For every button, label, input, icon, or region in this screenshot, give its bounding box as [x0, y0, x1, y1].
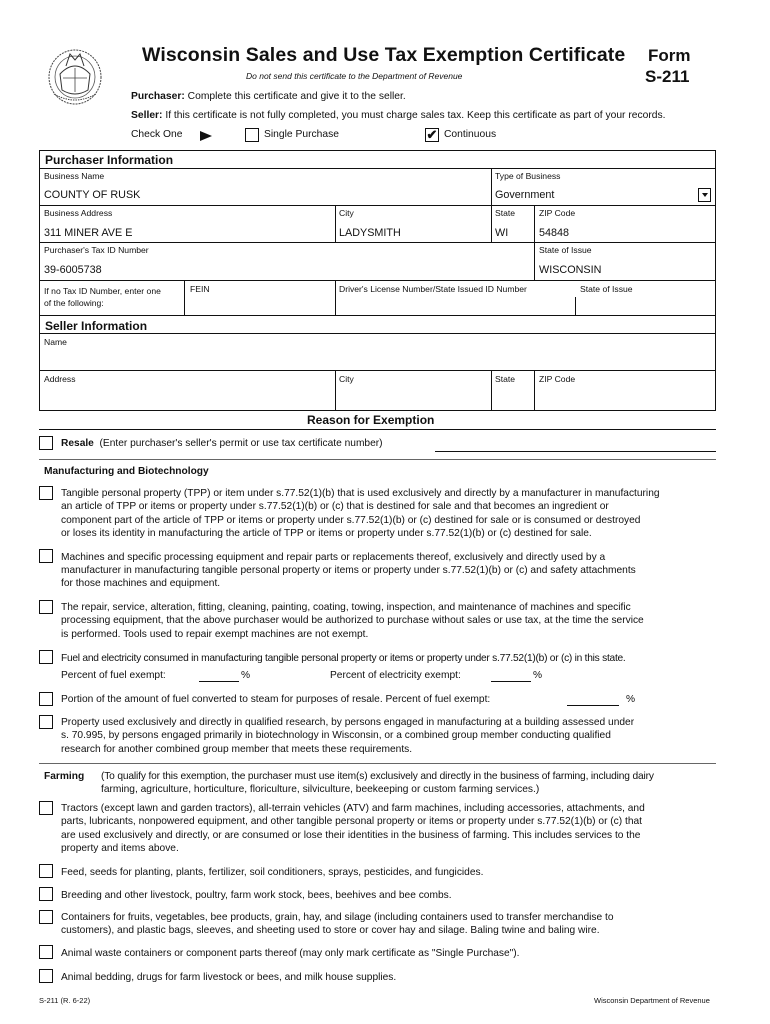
state-of-issue-field[interactable]: WISCONSIN — [539, 264, 602, 276]
animal-waste-checkbox[interactable] — [39, 945, 53, 959]
department-name: Wisconsin Department of Revenue — [594, 996, 710, 1005]
containers-line-2: customers), and plastic bags, sleeves, and sheeting used to store or cover hay and silage. Baling twine and baling wire. — [61, 925, 600, 936]
seller-city-label: City — [339, 374, 354, 384]
mfg-repair-line-2: processing equipment, that the above purchaser would be authorized to purchase without sales or use tax, at the time the service — [61, 615, 644, 626]
tractors-line-2: parts, lubricants, nonpowered equipment, and other tangible personal property or items or property under s.77.52(1)(b) or (c) that — [61, 816, 642, 827]
continuous-checkbox[interactable]: ✔ — [426, 127, 438, 142]
mfg-tpp-line-1: Tangible personal property (TPP) or item under s.77.52(1)(b) that is used exclusively and directly by a manufacturer in manufacturing — [61, 488, 660, 499]
type-of-business-select[interactable]: Government — [495, 189, 555, 201]
breeding-text: Breeding and other livestock, poultry, farm work stock, bees, beehives and bee combs. — [61, 890, 452, 901]
seller-section-title: Seller Information — [45, 319, 148, 333]
city-label: City — [339, 208, 354, 218]
continuous-label: Continuous — [444, 129, 497, 140]
form-label: Form — [648, 46, 691, 65]
single-purchase-checkbox[interactable] — [245, 128, 259, 142]
chevron-down-icon[interactable] — [698, 188, 711, 202]
fein-label: FEIN — [190, 284, 210, 294]
zip-field[interactable]: 54848 — [539, 227, 570, 239]
animal-waste-text: Animal waste containers or component parts thereof (may only mark certificate as "Single Purchase"). — [61, 948, 520, 959]
manufacturing-title: Manufacturing and Biotechnology — [44, 466, 209, 477]
fuel-electricity-text: Fuel and electricity consumed in manufacturing tangible personal property or items or property under s.77.52(1)(b) or (c) in this state. — [61, 653, 626, 664]
business-address-label: Business Address — [44, 208, 113, 218]
mfg-machines-checkbox[interactable] — [39, 549, 53, 563]
resale-text: Resale (Enter purchaser's seller's permit or use tax certificate number) — [61, 438, 383, 449]
mfg-machines-line-2: manufacturer in manufacturing tangible personal property or items or property under s.77.52(1)(b) or (c) and safety attachments — [61, 565, 636, 576]
no-tax-id-label-2: of the following: — [44, 298, 104, 308]
containers-line-1: Containers for fruits, vegetables, bee products, grain, hay, and silage (including containers used to transfer merchandise to — [61, 912, 614, 923]
city-field[interactable]: LADYSMITH — [339, 227, 401, 239]
fuel-electricity-checkbox[interactable] — [39, 650, 53, 664]
feed-text: Feed, seeds for planting, plants, fertilizer, soil conditioners, sprays, pesticides, and fungicides. — [61, 867, 484, 878]
arrow-right-icon — [200, 131, 212, 141]
tractors-line-1: Tractors (except lawn and garden tractors), all-terrain vehicles (ATV) and farm machines, including accessories, attachments, and — [61, 803, 645, 814]
drivers-license-label: Driver's License Number/State Issued ID Number — [339, 284, 527, 294]
purchaser-instruction: Purchaser: Complete this certificate and give it to the seller. — [131, 91, 406, 102]
check-one-label: Check One — [131, 129, 183, 140]
dl-state-of-issue-label: State of Issue — [580, 284, 633, 294]
form-number: S-211 — [645, 67, 690, 86]
form-title: Wisconsin Sales and Use Tax Exemption Certificate — [142, 44, 626, 66]
mfg-tpp-line-2: an article of TPP or items or property under s.77.52(1)(b) or (c) that is destined for sale and that becomes an ingredient or — [61, 501, 609, 512]
zip-label: ZIP Code — [539, 208, 576, 218]
steam-percent-sign: % — [626, 694, 636, 705]
steam-checkbox[interactable] — [39, 692, 53, 706]
seller-state-label: State — [495, 374, 516, 384]
animal-bedding-text: Animal bedding, drugs for farm livestock or bees, and milk house supplies. — [61, 972, 397, 983]
purchaser-section-title: Purchaser Information — [45, 153, 174, 167]
mfg-repair-checkbox[interactable] — [39, 600, 53, 614]
mfg-machines-line-1: Machines and specific processing equipment and repair parts or replacements thereof, exclusively and directly used by a — [61, 552, 606, 563]
mfg-repair-line-3: is performed. Tools used to repair exempt machines are not exempt. — [61, 629, 369, 640]
seller-name-label: Name — [44, 337, 67, 347]
fuel-percent-field[interactable] — [199, 681, 239, 682]
electricity-percent-label: Percent of electricity exempt: — [330, 670, 461, 681]
single-purchase-label: Single Purchase — [264, 129, 339, 140]
tractors-line-4: property and items above. — [61, 843, 179, 854]
mfg-tpp-checkbox[interactable] — [39, 486, 53, 500]
steam-percent-field[interactable] — [567, 705, 619, 706]
research-line-1: Property used exclusively and directly in qualified research, by persons engaged in manufacturing at a building assessed under — [61, 717, 635, 728]
tax-id-label: Purchaser's Tax ID Number — [44, 245, 149, 255]
farming-title: Farming — [44, 771, 85, 782]
state-field[interactable]: WI — [495, 227, 509, 239]
breeding-checkbox[interactable] — [39, 887, 53, 901]
mfg-tpp-line-4: or loses its identity in manufacturing the article of TPP or items or property under s.77.52(1)(b) or (c) destined for sale. — [61, 528, 592, 539]
form-revision: S-211 (R. 6-22) — [39, 996, 91, 1005]
seller-instruction: Seller: If this certificate is not fully completed, you must charge sales tax. Keep this certificate as part of your records. — [131, 110, 666, 121]
state-label: State — [495, 208, 516, 218]
steam-text: Portion of the amount of fuel converted to steam for purposes of resale. Percent of fuel exempt: — [61, 694, 491, 705]
research-line-2: s. 70.995, by persons engaged primarily in biotechnology in Wisconsin, or a combined group member conducting qualified — [61, 730, 611, 741]
mfg-tpp-line-3: component part of the article of TPP or items or property under s.77.52(1)(b) or (c) destined for sale or is consumed or destroyed — [61, 515, 641, 526]
electricity-percent-field[interactable] — [491, 681, 531, 682]
animal-bedding-checkbox[interactable] — [39, 969, 53, 983]
electricity-percent-sign: % — [533, 670, 543, 681]
mfg-machines-line-3: for those machines and equipment. — [61, 578, 221, 589]
reason-title: Reason for Exemption — [307, 413, 435, 427]
business-name-label: Business Name — [44, 171, 105, 181]
seller-zip-label: ZIP Code — [539, 374, 576, 384]
farming-note-1: (To qualify for this exemption, the purchaser must use item(s) exclusively and directly in the business of farming, including dairy — [101, 771, 654, 782]
research-line-3: research for another combined group member that meets these requirements. — [61, 744, 413, 755]
resale-checkbox[interactable] — [39, 436, 53, 450]
fuel-percent-sign: % — [241, 670, 251, 681]
farming-note-2: farming, agriculture, horticulture, floriculture, silviculture, beekeeping or custom farming services.) — [101, 784, 540, 795]
seller-address-label: Address — [44, 374, 76, 384]
tractors-checkbox[interactable] — [39, 801, 53, 815]
tax-id-field[interactable]: 39-6005738 — [44, 264, 102, 276]
business-address-field[interactable]: 311 MINER AVE E — [44, 227, 133, 239]
mfg-repair-line-1: The repair, service, alteration, fitting, cleaning, painting, coating, towing, inspection, and maintenance of machines and specific — [61, 602, 631, 613]
wisconsin-state-seal — [46, 44, 104, 106]
tractors-line-3: are used exclusively and directly, or are consumed or lose their identities in the business of farming. This includes services to the — [61, 830, 641, 841]
no-tax-id-label-1: If no Tax ID Number, enter one — [44, 286, 161, 296]
fuel-percent-label: Percent of fuel exempt: — [61, 670, 166, 681]
feed-checkbox[interactable] — [39, 864, 53, 878]
containers-checkbox[interactable] — [39, 910, 53, 924]
form-subtitle: Do not send this certificate to the Department of Revenue — [246, 71, 463, 81]
state-of-issue-label: State of Issue — [539, 245, 592, 255]
business-name-field[interactable]: COUNTY OF RUSK — [44, 189, 141, 201]
type-of-business-label: Type of Business — [495, 171, 561, 181]
research-checkbox[interactable] — [39, 715, 53, 729]
